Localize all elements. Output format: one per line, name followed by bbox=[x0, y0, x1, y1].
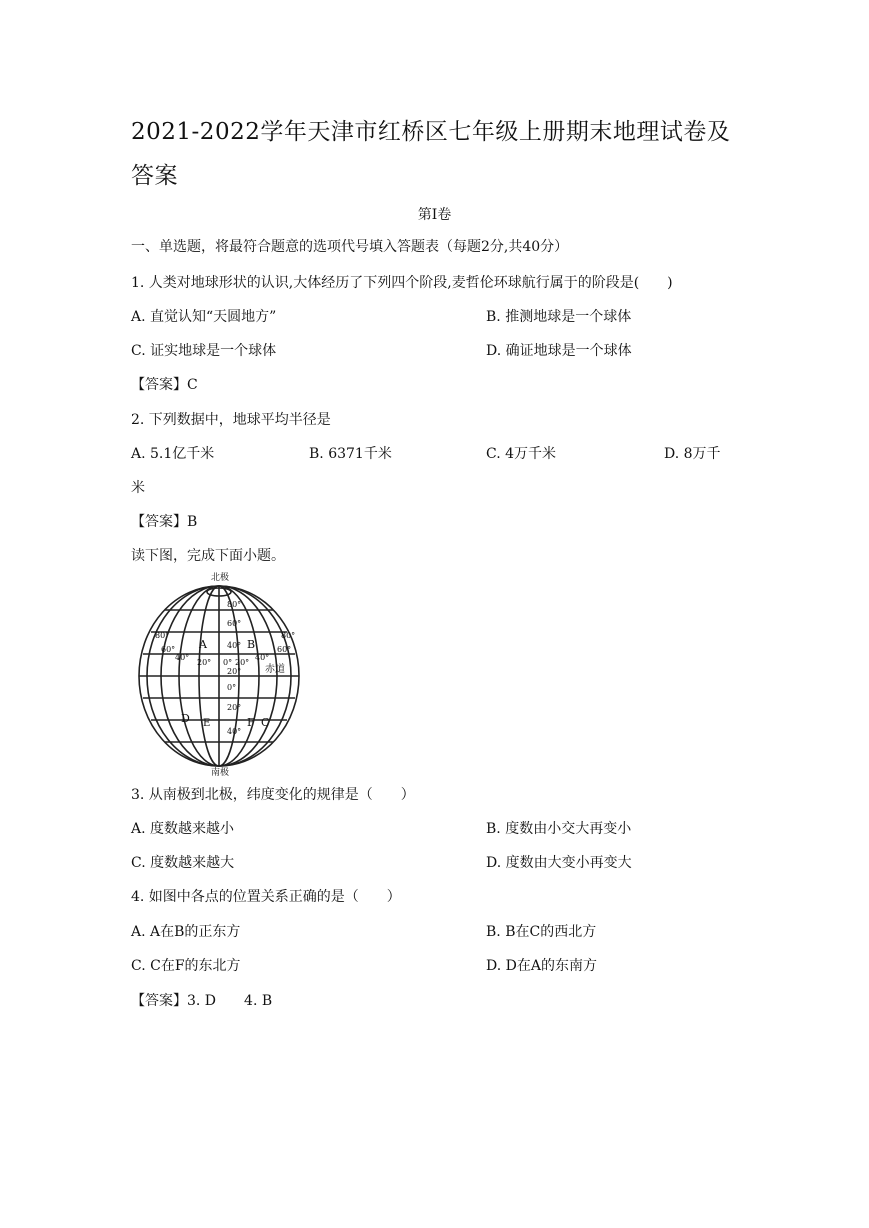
lon-label-60w: 60° bbox=[161, 645, 176, 654]
q1-option-d: D. 确证地球是一个球体 bbox=[486, 343, 632, 359]
q4-option-d: D. D在A的东南方 bbox=[486, 958, 597, 974]
q2-answer: 【答案】B bbox=[131, 514, 198, 530]
lon-label-80w: 80° bbox=[155, 631, 170, 640]
equator-label: 赤道 bbox=[265, 664, 285, 675]
q1-answer: 【答案】C bbox=[131, 377, 198, 393]
lon-label-20e: 20° bbox=[235, 658, 250, 667]
q3-q4-answer: 【答案】3. D 4. B bbox=[131, 993, 273, 1009]
q3-option-b: B. 度数由小交大再变小 bbox=[486, 821, 632, 837]
q1-option-c: C. 证实地球是一个球体 bbox=[131, 343, 277, 359]
lon-label-60e: 60° bbox=[277, 645, 292, 654]
q2-stem: 2. 下列数据中，地球平均半径是 bbox=[131, 412, 331, 428]
point-c: C bbox=[261, 716, 270, 729]
point-a: A bbox=[199, 638, 207, 651]
q3-stem: 3. 从南极到北极，纬度变化的规律是（ ） bbox=[131, 787, 415, 803]
q2-option-d: D. 8万千 bbox=[664, 446, 721, 462]
lat-label-40n: 40° bbox=[227, 641, 242, 650]
q2-option-d-wrap: 米 bbox=[131, 480, 145, 496]
q3-option-c: C. 度数越来越大 bbox=[131, 855, 235, 871]
lon-label-40w: 40° bbox=[175, 653, 190, 662]
lat-label-20s: 20° bbox=[227, 703, 242, 712]
lon-label-20w: 20° bbox=[197, 658, 212, 667]
lat-label-40s: 40° bbox=[227, 727, 242, 736]
q2-option-a: A. 5.1亿千米 bbox=[131, 446, 215, 462]
lon-label-0: 0° bbox=[223, 658, 233, 667]
q4-option-a: A. A在B的正东方 bbox=[131, 924, 241, 940]
q1-option-a: A. 直觉认知“天圆地方” bbox=[131, 309, 277, 325]
instruction: 一、单选题，将最符合题意的选项代号填入答题表（每题2分,共40分） bbox=[131, 239, 569, 255]
q3-option-a: A. 度数越来越小 bbox=[131, 821, 235, 837]
read-figure-prompt: 读下图，完成下面小题。 bbox=[131, 548, 285, 564]
q2-option-b: B. 6371千米 bbox=[309, 446, 392, 462]
lat-label-0: 0° bbox=[227, 683, 237, 692]
q2-option-c: C. 4万千米 bbox=[486, 446, 557, 462]
point-e: E bbox=[203, 718, 211, 729]
point-d: D bbox=[181, 712, 190, 725]
lat-label-80n: 80° bbox=[227, 600, 242, 609]
lat-label-20n: 20° bbox=[227, 667, 242, 676]
q4-option-c: C. C在F的东北方 bbox=[131, 958, 241, 974]
section-heading: 第Ⅰ卷 bbox=[417, 207, 452, 223]
q4-stem: 4. 如图中各点的位置关系正确的是（ ） bbox=[131, 889, 401, 905]
lon-label-80e: 80° bbox=[281, 631, 296, 640]
lat-label-60n: 60° bbox=[227, 619, 242, 628]
globe-figure bbox=[131, 568, 307, 776]
lon-label-40e: 40° bbox=[255, 653, 270, 662]
south-pole-label: 南极 bbox=[211, 768, 230, 776]
q1-option-b: B. 推测地球是一个球体 bbox=[486, 309, 632, 325]
document-title: 2021-2022学年天津市红桥区七年级上册期末地理试卷及答案 bbox=[131, 119, 731, 189]
q1-stem: 1. 人类对地球形状的认识,大体经历了下列四个阶段,麦哲伦环球航行属于的阶段是( ) bbox=[131, 275, 673, 291]
q4-option-b: B. B在C的西北方 bbox=[486, 924, 597, 940]
q3-option-d: D. 度数由大变小再变大 bbox=[486, 855, 632, 871]
north-pole-label: 北极 bbox=[211, 573, 230, 583]
point-b: B bbox=[247, 638, 256, 651]
point-f: F bbox=[247, 716, 255, 729]
